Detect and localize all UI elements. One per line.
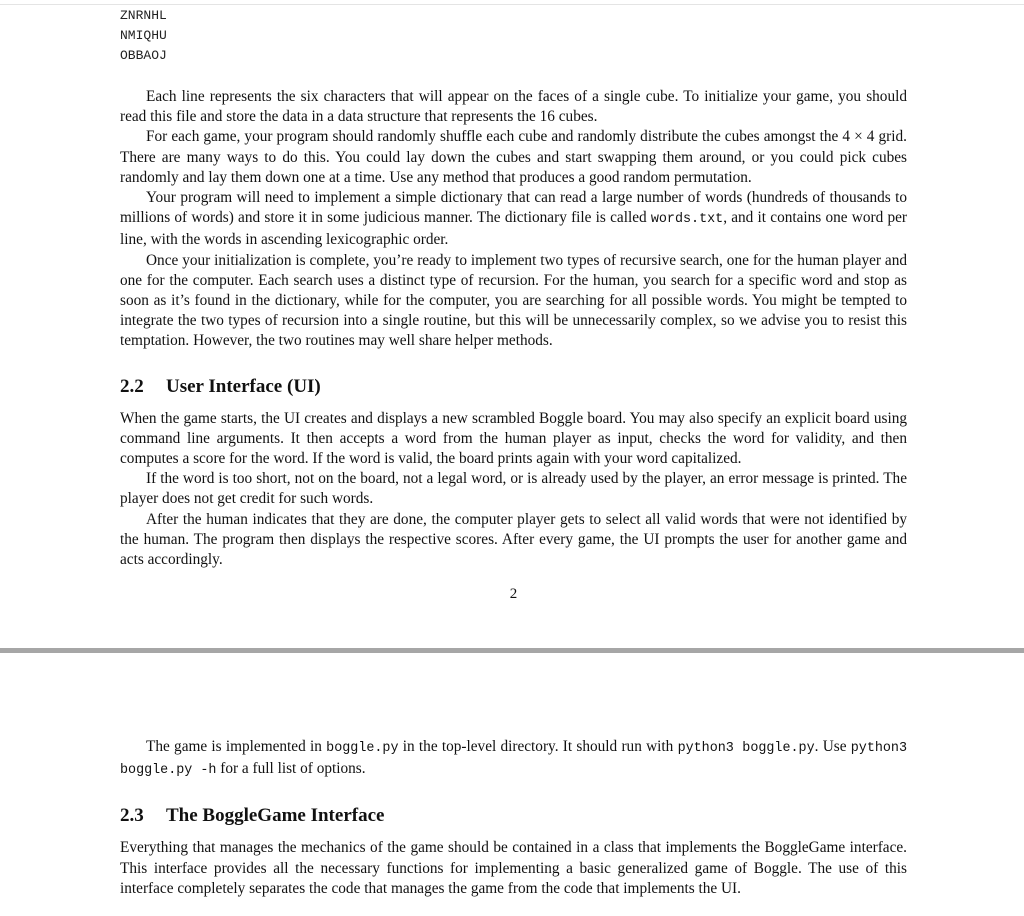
document-page-3 bbox=[120, 737, 907, 899]
inline-code-help-command: python3 boggle.py -h bbox=[120, 741, 907, 779]
paragraph-ui-start: When the game starts, the UI creates and displays a new scrambled Boggle board. You may also specify an explicit board using command line arguments. It then accepts a word from the human player as input, checks the word for validity, and then computes a score for the word. If the word is valid, the board prints again with your word capitalized. bbox=[120, 409, 907, 468]
section-number: 2.2 bbox=[120, 375, 144, 397]
section-heading-user-interface bbox=[120, 374, 907, 400]
section-title: The BoggleGame Interface bbox=[166, 805, 385, 827]
inline-code-filename: boggle.py bbox=[326, 741, 399, 756]
page-separator bbox=[0, 648, 1024, 653]
paragraph-ui-errors: If the word is too short, not on the board, not a legal word, or is already used by the player, an error message is printed. The player does not get credit for such words. bbox=[120, 470, 907, 508]
paragraph-shuffle: For each game, your program should randomly shuffle each cube and randomly distribute the cubes amongst the 4 × 4 grid. There are many ways to do this. You could lay down the cubes and start swapping them around, or you could pick cubes randomly and lay them down one at a time. Use any method that produces a good random permutation. bbox=[120, 128, 907, 186]
text-run: . Use bbox=[814, 738, 851, 755]
paragraph-interface-description: Everything that manages the mechanics of the game should be contained in a class that implements the BoggleGame interface. This interface provides all the necessary functions for implementing a basic generalized game of Boggle. The use of this interface completely separates the code that manages the game from the code that implements the UI. bbox=[120, 839, 907, 897]
inline-code-filename: words.txt bbox=[650, 212, 724, 228]
paragraph-ui-computer-turn: After the human indicates that they are done, the computer player gets to select all valid words that were not identified by the human. The program then displays the respective scores. After every game, the UI prompts the user for another game and acts accordingly. bbox=[120, 510, 907, 569]
text-run: The game is implemented in bbox=[146, 738, 327, 755]
paragraph-recursive-search: Once your initialization is complete, you’re ready to implement two types of recursive search, one for the human player and one for the computer. Each search uses a distinct type of recursion. For the human, you search for a specific word and stop as soon as it’s found in the dictionary, while for the computer, you are searching for all possible words. You might be tempted to integrate the two types of recursion into a single routine, but this will be unnecessarily complex, so we advise you to resist this temptation. However, the two routines may well share helper methods. bbox=[120, 251, 907, 350]
paragraph-run-instructions bbox=[120, 737, 907, 781]
paragraph-dictionary bbox=[120, 188, 907, 251]
section-title: User Interface (UI) bbox=[166, 375, 321, 397]
cube-line: OBBAOJ bbox=[120, 48, 167, 63]
cube-data-listing bbox=[120, 6, 907, 66]
top-page-edge bbox=[0, 4, 1024, 5]
inline-code-command: python3 boggle.py bbox=[677, 741, 815, 756]
document-page-2 bbox=[120, 6, 907, 570]
text-run: , and it contains one word per line, with the words in ascending lexicographic order. bbox=[120, 209, 907, 249]
cube-line: NMIQHU bbox=[120, 28, 167, 43]
section-heading-bogglegame-interface bbox=[120, 803, 907, 829]
section-number: 2.3 bbox=[120, 805, 144, 827]
text-run: for a full list of options. bbox=[216, 760, 366, 778]
paragraph-cube-format: Each line represents the six characters that will appear on the faces of a single cube. To initialize your game, you should read this file and store the data in a data structure that represents the 16 cubes. bbox=[120, 88, 907, 126]
page-number: 2 bbox=[509, 586, 518, 602]
cube-line: ZNRNHL bbox=[120, 8, 167, 23]
text-run: Your program will need to implement a simple dictionary that can read a large number of words (hundreds of thousands to millions of words) and store it in some judicious manner. The dictionary file is called bbox=[120, 189, 907, 227]
text-run: in the top-level directory. It should run with bbox=[398, 738, 678, 755]
